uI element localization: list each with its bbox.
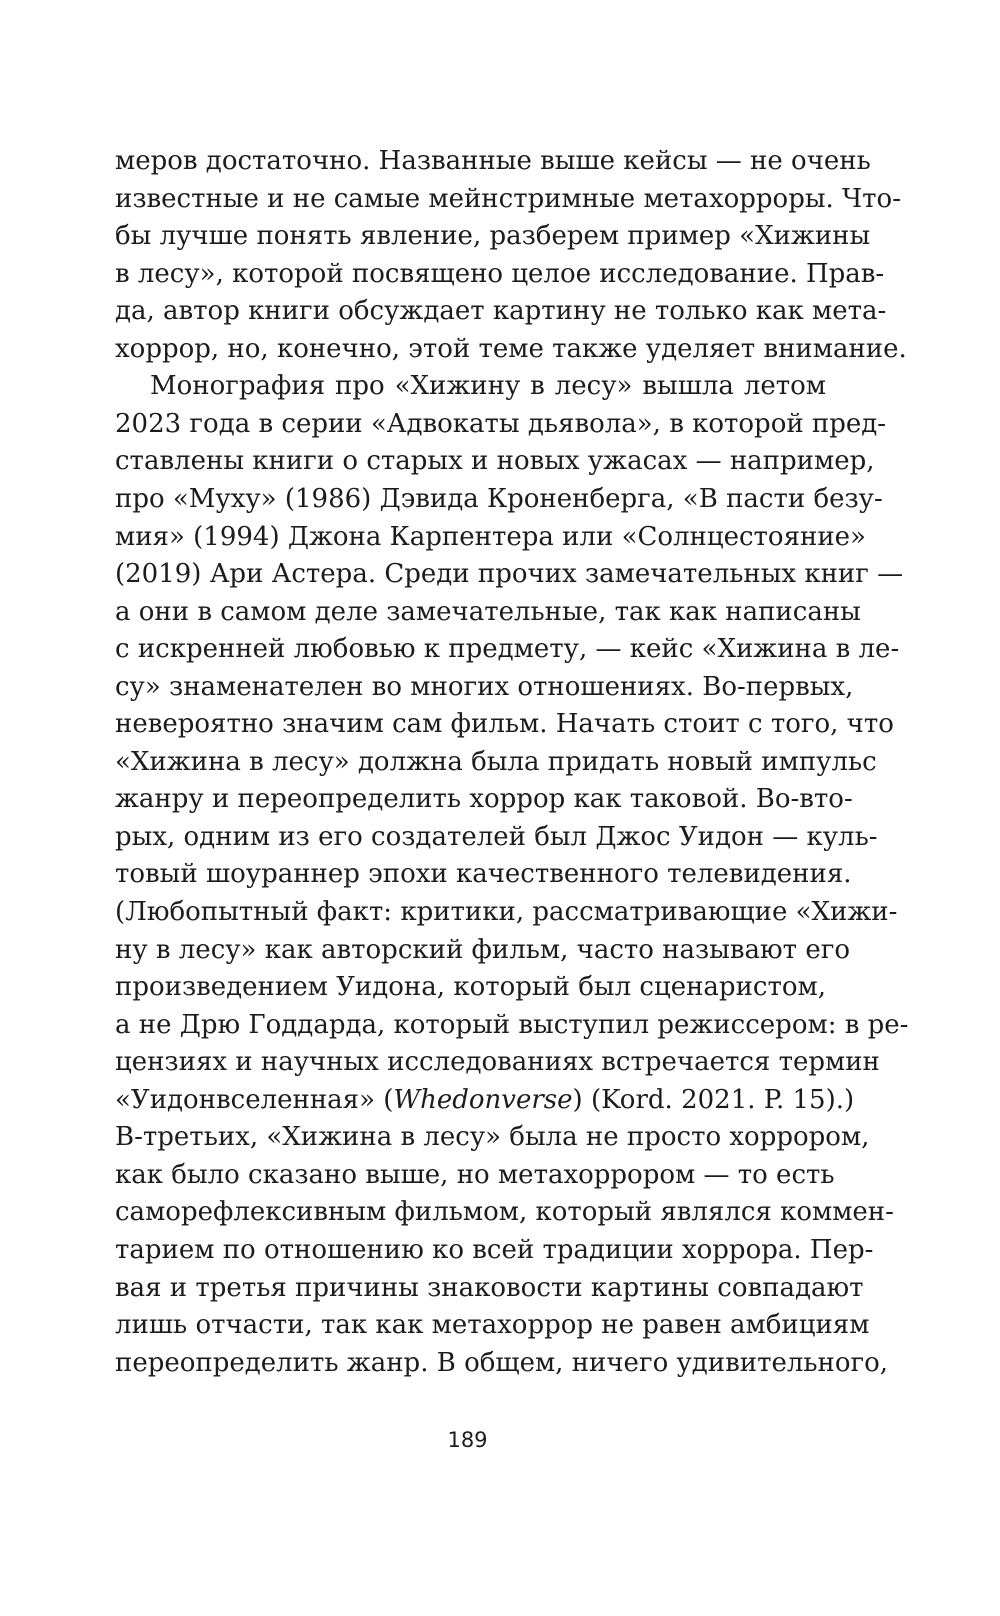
text-line: меров достаточно. Названные выше кейсы — не очень — [115, 146, 871, 176]
text-line: рых, одним из его создателей был Джос Уидон — куль- — [115, 821, 878, 852]
text-line: тарием по отношению ко всей традиции хоррора. Пер- — [115, 1234, 874, 1265]
text-line: невероятно значим сам фильм. Начать стоит с того, что — [115, 709, 894, 740]
text-line: (Любопытный факт: критики, рассматривающие «Хижи- — [115, 897, 898, 927]
text-line: жанру и переопределить хоррор как таковой. Во-вто- — [115, 784, 853, 815]
text-line: вая и третья причины знаковости картины совпадают — [115, 1272, 864, 1303]
text-line: как было сказано выше, но метахоррором — то есть — [115, 1159, 835, 1190]
text-line: а не Дрю Годдарда, который выступил режиссером: в ре- — [115, 1009, 909, 1040]
text-segment: ) (Kord. 2021. P. 15).) — [572, 1084, 855, 1115]
text-line: товый шоураннер эпохи качественного телевидения. — [115, 859, 852, 890]
text-line: «Хижина в лесу» должна была придать новый импульс — [115, 746, 877, 777]
text-line: переопределить жанр. В общем, ничего удивительного, — [115, 1347, 889, 1378]
text-line: лишь отчасти, так как метахоррор не равен амбициям — [115, 1310, 870, 1340]
text-line — [115, 1081, 855, 1119]
text-line: про «Муху» (1986) Дэвида Кроненберга, «В пасти безу- — [115, 483, 883, 514]
text-line: а они в самом деле замечательные, так как написаны — [115, 596, 861, 627]
italic-term: Whedonverse — [393, 1084, 573, 1115]
text-line: известные и не самые мейнстримные метахорроры. Что- — [115, 183, 901, 214]
text-line: хоррор, но, конечно, этой теме также уделяет внимание. — [115, 333, 907, 364]
text-line: ну в лесу» как авторский фильм, часто называют его — [115, 934, 850, 965]
text-line: в лесу», которой посвящено целое исследование. Прав- — [115, 258, 885, 289]
text-line: да, автор книги обсуждает картину не только как мета- — [115, 296, 887, 327]
text-line: Монография про «Хижину в лесу» вышла летом — [150, 371, 826, 402]
text-line: произведением Уидона, который был сценаристом, — [115, 972, 826, 1003]
text-line: ставлены книги о старых и новых ужасах — например, — [115, 446, 875, 477]
text-line: су» знаменателен во многих отношениях. Во-первых, — [115, 671, 854, 702]
text-line: бы лучше понять явление, разберем пример «Хижины — [115, 221, 871, 252]
text-line: (2019) Ари Астера. Среди прочих замечательных книг — — [115, 559, 904, 589]
text-line: с искренней любовью к предмету, — кейс «Хижина в ле- — [115, 634, 900, 665]
text-line: В-третьих, «Хижина в лесу» была не просто хоррором, — [115, 1122, 870, 1153]
text-line: цензиях и научных исследованиях встречается термин — [115, 1047, 880, 1078]
text-line: мия» (1994) Джона Карпентера или «Солнцестояние» — [115, 521, 866, 552]
text-segment: «Уидонвселенная» ( — [115, 1084, 394, 1115]
text-line: 2023 года в серии «Адвокаты дьявола», в которой пред- — [115, 408, 887, 439]
text-line: саморефлексивным фильмом, который являлся коммен- — [115, 1197, 894, 1228]
page-number: 189 — [447, 1428, 488, 1452]
